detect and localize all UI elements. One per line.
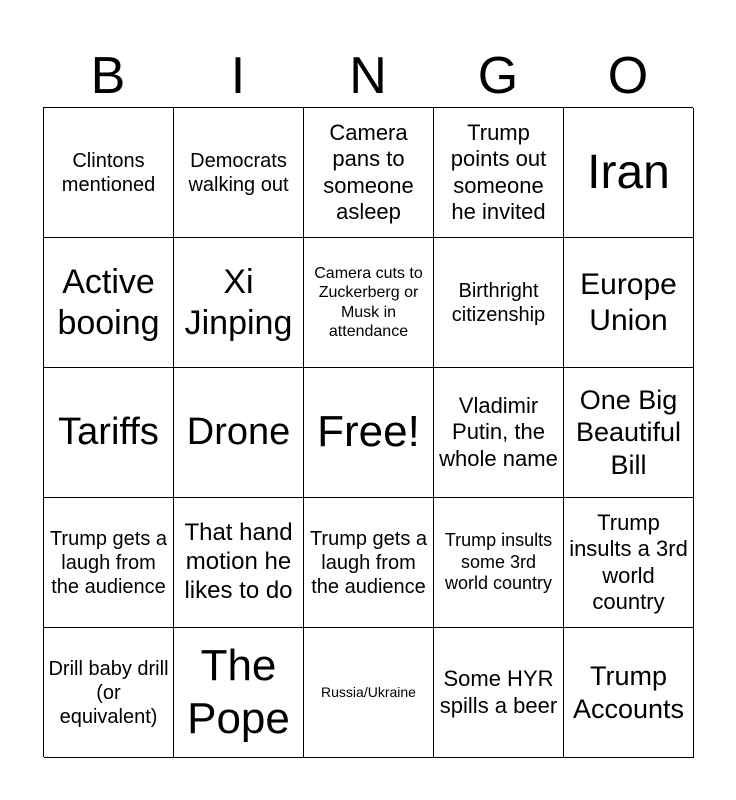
- cell-text: Some HYR spills a beer: [439, 666, 558, 718]
- bingo-cell-iran[interactable]: [564, 108, 694, 238]
- bingo-cell-xi-jinping[interactable]: [174, 238, 304, 368]
- bingo-cell-camera-asleep[interactable]: [304, 108, 434, 238]
- cell-text: Free!: [317, 407, 420, 457]
- cell-text: Drill baby drill (or equivalent): [48, 657, 169, 728]
- cell-text: One Big Beautiful Bill: [575, 384, 682, 480]
- bingo-cell-drone[interactable]: [174, 368, 304, 498]
- bingo-cell-active-booing[interactable]: [44, 238, 174, 368]
- bingo-cell-putin[interactable]: [434, 368, 564, 498]
- cell-text: Trump Accounts: [572, 661, 685, 724]
- bingo-cell-insults-a-country[interactable]: [564, 498, 694, 628]
- bingo-cell-camera-cuts[interactable]: [304, 238, 434, 368]
- bingo-cell-trump-accounts[interactable]: [564, 628, 694, 758]
- header-letter-b: B: [90, 47, 126, 105]
- bingo-cell-tariffs[interactable]: [44, 368, 174, 498]
- header-letter-n: N: [349, 47, 387, 105]
- bingo-cell-russia-ukraine[interactable]: [304, 628, 434, 758]
- cell-text: Active booing: [57, 262, 160, 342]
- cell-text: Tariffs: [58, 410, 159, 453]
- cell-text: Camera pans to someone asleep: [323, 119, 414, 224]
- cell-text: Europe Union: [580, 267, 677, 337]
- bingo-cell-clintons[interactable]: [44, 108, 174, 238]
- cell-text: Camera cuts to Zuckerberg or Musk in attendance: [314, 265, 423, 340]
- bingo-header: [43, 46, 693, 106]
- cell-text: Democrats walking out: [188, 149, 289, 196]
- cell-text: Trump points out someone he invited: [450, 119, 547, 224]
- bingo-cell-trump-laugh-2[interactable]: [304, 498, 434, 628]
- cell-text: That hand motion he likes to do: [184, 519, 293, 604]
- cell-text: Iran: [587, 145, 670, 199]
- cell-text: Clintons mentioned: [61, 149, 156, 196]
- bingo-cell-hyr-beer[interactable]: [434, 628, 564, 758]
- cell-text: Trump gets a laugh from the audience: [49, 527, 168, 598]
- header-letter-o: O: [607, 47, 649, 105]
- bingo-cell-trump-points-out[interactable]: [434, 108, 564, 238]
- bingo-cell-democrats-walking-out[interactable]: [174, 108, 304, 238]
- cell-text: Trump insults a 3rd world country: [569, 509, 688, 614]
- header-letter-i: I: [230, 47, 246, 105]
- header-letter-g: G: [477, 47, 519, 105]
- bingo-cell-trump-laugh-1[interactable]: [44, 498, 174, 628]
- bingo-board: [43, 107, 693, 757]
- cell-text: Xi Jinping: [184, 262, 293, 342]
- cell-text: The Pope: [187, 640, 290, 743]
- cell-text: Russia/Ukraine: [321, 684, 416, 701]
- cell-text: Drone: [186, 410, 291, 453]
- cell-text: Vladimir Putin, the whole name: [439, 392, 558, 471]
- cell-text: Birthright citizenship: [451, 279, 546, 326]
- bingo-cell-hand-motion[interactable]: [174, 498, 304, 628]
- bingo-cell-insults-some-country[interactable]: [434, 498, 564, 628]
- cell-text: Trump insults some 3rd world country: [444, 530, 553, 594]
- bingo-cell-europe-union[interactable]: [564, 238, 694, 368]
- bingo-cell-free[interactable]: [304, 368, 434, 498]
- bingo-cell-drill-baby-drill[interactable]: [44, 628, 174, 758]
- cell-text: Trump gets a laugh from the audience: [309, 527, 428, 598]
- bingo-cell-birthright[interactable]: [434, 238, 564, 368]
- bingo-cell-the-pope[interactable]: [174, 628, 304, 758]
- bingo-cell-big-beautiful-bill[interactable]: [564, 368, 694, 498]
